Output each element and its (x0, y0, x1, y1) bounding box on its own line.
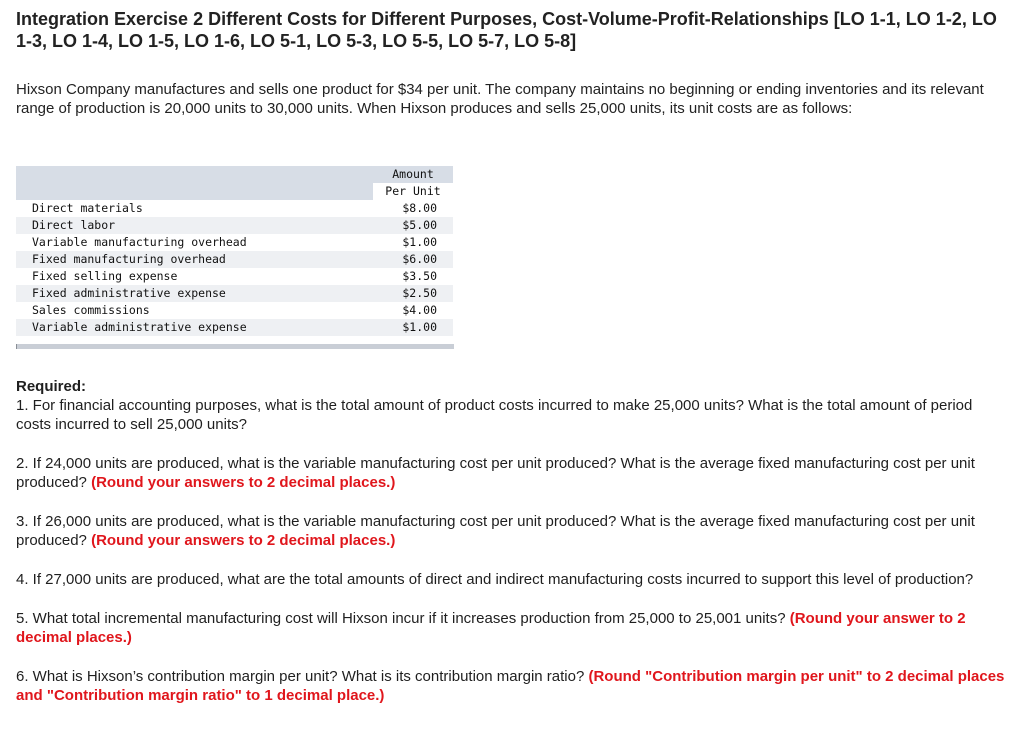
cost-amount: $3.50 (373, 268, 453, 285)
cost-label: Fixed manufacturing overhead (16, 251, 373, 268)
question-5 (16, 609, 1006, 647)
table-header-amount: Amount (373, 166, 453, 183)
table-header-label (16, 166, 373, 183)
table-header-row (16, 166, 453, 183)
cost-amount: $1.00 (373, 319, 453, 336)
cost-amount: $2.50 (373, 285, 453, 302)
exercise-title: Integration Exercise 2 Different Costs for Different Purposes, Cost-Volume-Profit-Relationships [LO 1-1, LO 1-2, LO 1-3, LO 1-4, LO 1-5, LO 1-6, LO 5-1, LO 5-3, LO 5-5, LO 5-7, LO 5-8] (16, 9, 997, 51)
question-text: 1. For financial accounting purposes, what is the total amount of product costs incurred to make 25,000 units? What is the total amount of period costs incurred to sell 25,000 units? (16, 397, 973, 433)
required-section (16, 377, 1006, 725)
table-header-label (16, 183, 373, 200)
table-footer-bar (16, 344, 454, 349)
table-row (16, 302, 453, 319)
table-row (16, 251, 453, 268)
exercise-page (16, 8, 1006, 704)
cost-label: Direct materials (16, 200, 373, 217)
unit-cost-table (16, 166, 453, 349)
cost-amount: $8.00 (373, 200, 453, 217)
question-text: 5. What total incremental manufacturing cost will Hixson incur if it increases production from 25,000 to 25,001 units? (16, 610, 786, 627)
table-row (16, 234, 453, 251)
question-text: 6. What is Hixson’s contribution margin per unit? What is its contribution margin ratio? (16, 668, 585, 685)
question-text: 2. If 24,000 units are produced, what is the variable manufacturing cost per unit produced? What is the average fixed manufacturing cost per unit produced? (16, 455, 975, 491)
question-6 (16, 667, 1006, 705)
cost-amount: $4.00 (373, 302, 453, 319)
rounding-note: (Round your answers to 2 decimal places.) (91, 474, 396, 491)
table-row (16, 285, 453, 302)
rounding-note: (Round "Contribution margin per unit" to 2 decimal places and "Contribution margin ratio" to 1 decimal place.) (16, 668, 1005, 704)
table-header-per-unit: Per Unit (373, 183, 453, 200)
required-title: Required: (16, 378, 87, 395)
rounding-note: (Round your answers to 2 decimal places.) (91, 532, 396, 549)
cost-label: Direct labor (16, 217, 373, 234)
intro-paragraph: Hixson Company manufactures and sells one product for $34 per unit. The company maintains no beginning or ending inventories and its relevant range of production is 20,000 units to 30,000 units. When Hixson produces and sells 25,000 units, its unit costs are as follows: (16, 81, 984, 117)
question-4 (16, 570, 1006, 589)
table-row (16, 217, 453, 234)
question-text: 4. If 27,000 units are produced, what are the total amounts of direct and indirect manufacturing costs incurred to support this level of production? (16, 571, 974, 588)
cost-amount: $5.00 (373, 217, 453, 234)
cost-amount: $6.00 (373, 251, 453, 268)
table-row (16, 319, 453, 336)
table-row (16, 200, 453, 217)
cost-label: Variable manufacturing overhead (16, 234, 373, 251)
cost-label: Sales commissions (16, 302, 373, 319)
rounding-note: (Round your answer to 2 decimal places.) (16, 610, 966, 646)
question-3 (16, 512, 1006, 550)
table-row (16, 268, 453, 285)
cost-label: Variable administrative expense (16, 319, 373, 336)
table-header-row (16, 183, 453, 200)
cost-amount: $1.00 (373, 234, 453, 251)
question-2 (16, 454, 1006, 492)
cost-table (16, 166, 453, 336)
cost-label: Fixed administrative expense (16, 285, 373, 302)
question-1 (16, 396, 1006, 434)
question-text: 3. If 26,000 units are produced, what is the variable manufacturing cost per unit produced? What is the average fixed manufacturing cost per unit produced? (16, 513, 975, 549)
cost-label: Fixed selling expense (16, 268, 373, 285)
